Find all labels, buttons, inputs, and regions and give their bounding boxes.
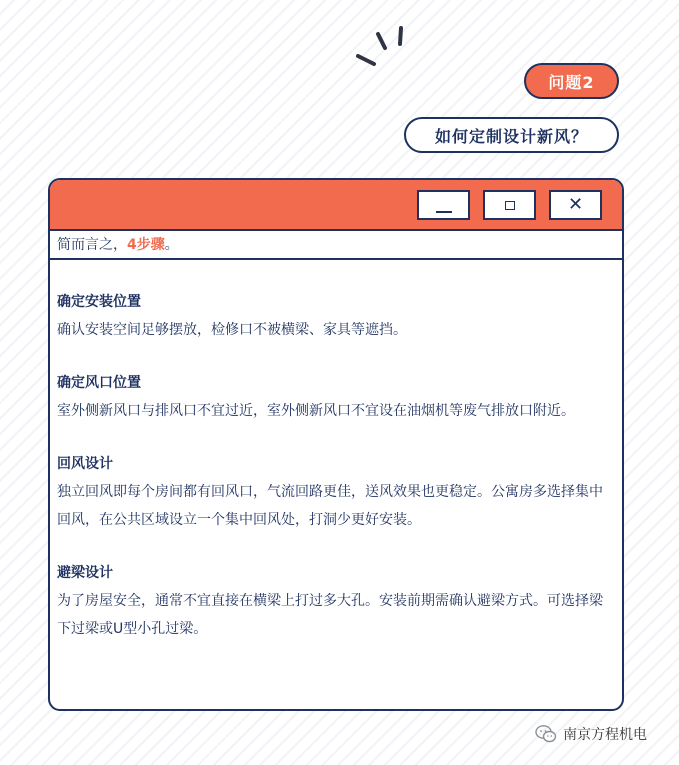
window-titlebar bbox=[50, 180, 622, 231]
content-window bbox=[48, 178, 624, 711]
section-body: 独立回风即每个房间都有回风口，气流回路更佳，送风效果也更稳定。公寓房多选择集中回风，在公共区域设立一个集中回风处，打洞少更好安装。 bbox=[57, 484, 603, 528]
section-title: 回风设计 bbox=[57, 456, 113, 472]
summary-highlight: 4步骤 bbox=[127, 237, 165, 253]
maximize-button[interactable] bbox=[483, 190, 536, 220]
section-return-air bbox=[57, 450, 615, 534]
maximize-icon bbox=[505, 201, 515, 210]
question-number-label: 问题2 bbox=[548, 72, 595, 92]
close-icon: ✕ bbox=[567, 194, 584, 215]
section-title: 确定安装位置 bbox=[57, 294, 141, 310]
close-button[interactable] bbox=[549, 190, 602, 220]
content-body bbox=[50, 260, 622, 643]
spark-lines-icon bbox=[352, 22, 412, 72]
account-watermark bbox=[535, 722, 647, 746]
section-title: 避梁设计 bbox=[57, 565, 113, 581]
section-body: 室外侧新风口与排风口不宜过近，室外侧新风口不宜设在油烟机等废气排放口附近。 bbox=[57, 403, 575, 419]
question-number-tag bbox=[524, 63, 619, 99]
question-title-label: 如何定制设计新风？ bbox=[434, 126, 588, 146]
section-title: 确定风口位置 bbox=[57, 375, 141, 391]
minimize-icon bbox=[436, 211, 452, 213]
section-beam-avoidance bbox=[57, 559, 615, 643]
wechat-icon bbox=[535, 724, 557, 744]
minimize-button[interactable] bbox=[417, 190, 470, 220]
section-install-location bbox=[57, 288, 615, 344]
account-name: 南京方程机电 bbox=[563, 727, 647, 743]
section-vent-location bbox=[57, 369, 615, 425]
section-body: 确认安装空间足够摆放，检修口不被横梁、家具等遮挡。 bbox=[57, 322, 407, 338]
summary-prefix: 简而言之， bbox=[57, 237, 127, 253]
question-title-pill bbox=[404, 117, 619, 153]
summary-suffix: 。 bbox=[164, 237, 179, 253]
section-body: 为了房屋安全，通常不宜直接在横梁上打过多大孔。安装前期需确认避梁方式。可选择梁下过梁或U型小孔过梁。 bbox=[57, 593, 603, 637]
summary-line bbox=[50, 231, 622, 260]
